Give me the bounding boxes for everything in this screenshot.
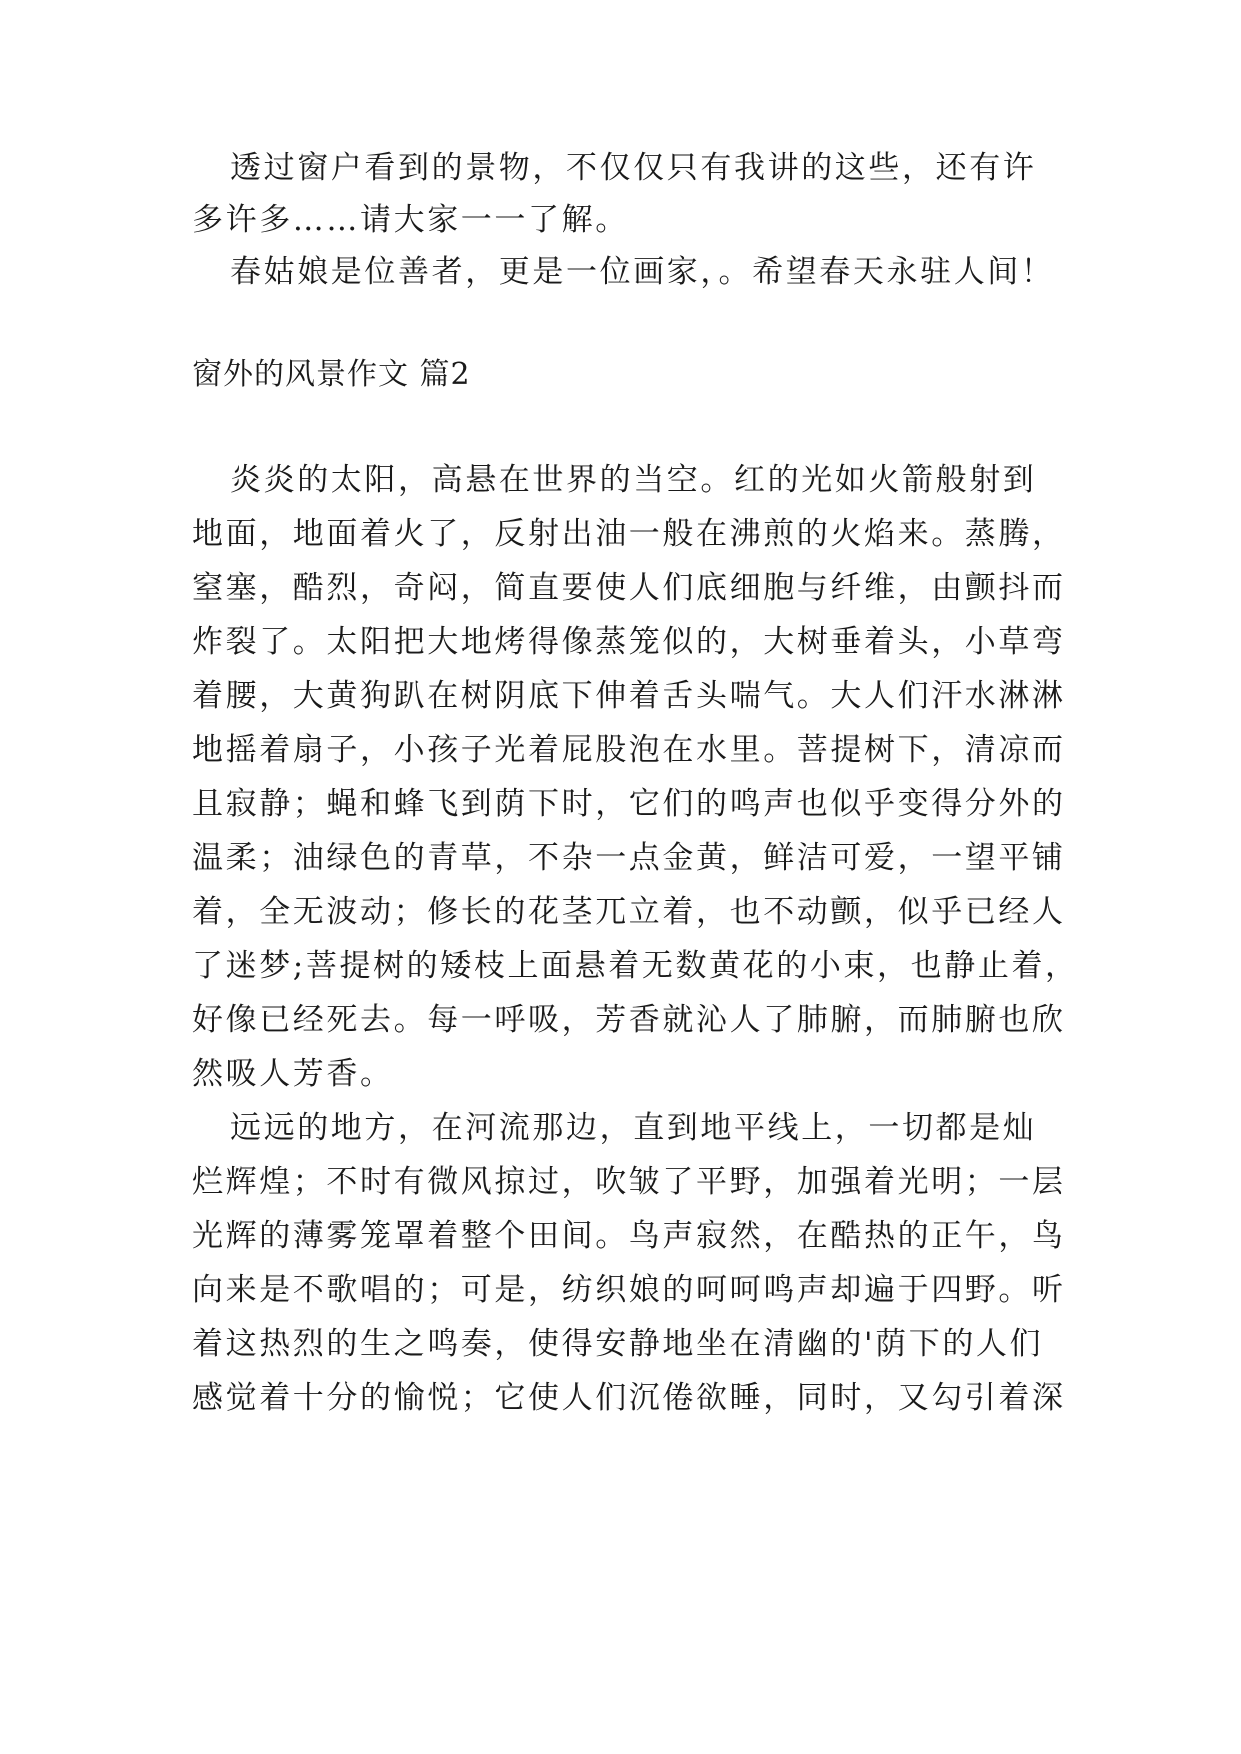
paragraph-4-line-6: 感觉着十分的愉悦；它使人们沉倦欲睡，同时，又勾引着深 [192, 1380, 1066, 1416]
paragraph-3-line-3: 窒塞，酷烈，奇闷，简直要使人们底细胞与纤维，由颤抖而 [192, 570, 1066, 606]
paragraph-3-line-5: 着腰，大黄狗趴在树阴底下伸着舌头喘气。大人们汗水淋淋 [192, 678, 1066, 714]
paragraph-2-line-1: 春姑娘是位善者，更是一位画家，。希望春天永驻人间！ [230, 254, 1055, 290]
section-title: 窗外的风景作文 篇2 [192, 357, 471, 392]
paragraph-4-line-3: 光辉的薄雾笼罩着整个田间。鸟声寂然，在酷热的正午，鸟 [192, 1218, 1066, 1254]
paragraph-3-line-12: 然吸人芳香。 [192, 1056, 394, 1092]
paragraph-3-line-9: 着，全无波动；修长的花茎兀立着，也不动颤，似乎已经人 [192, 894, 1066, 930]
paragraph-4-line-2: 烂辉煌；不时有微风掠过，吹皱了平野，加强着光明；一层 [192, 1164, 1066, 1200]
paragraph-1-line-1: 透过窗户看到的景物，不仅仅只有我讲的这些，还有许 [230, 150, 1037, 186]
paragraph-3-line-6: 地摇着扇子，小孩子光着屁股泡在水里。菩提树下，清凉而 [192, 732, 1066, 768]
paragraph-3-line-1: 炎炎的太阳，高悬在世界的当空。红的光如火箭般射到 [230, 462, 1037, 498]
paragraph-1-line-2: 多许多……请大家一一了解。 [192, 202, 629, 238]
paragraph-3-line-7: 且寂静；蝇和蜂飞到荫下时，它们的鸣声也似乎变得分外的 [192, 786, 1066, 822]
paragraph-4-line-1: 远远的地方，在河流那边，直到地平线上，一切都是灿 [230, 1110, 1037, 1146]
paragraph-4-line-5: 着这热烈的生之鸣奏，使得安静地坐在清幽的'荫下的人们 [192, 1326, 1044, 1362]
paragraph-4-line-4: 向来是不歌唱的；可是，纺织娘的呵呵鸣声却遍于四野。听 [192, 1272, 1066, 1308]
paragraph-3-line-4: 炸裂了。太阳把大地烤得像蒸笼似的，大树垂着头，小草弯 [192, 624, 1066, 660]
paragraph-3-line-2: 地面，地面着火了，反射出油一般在沸煎的火焰来。蒸腾， [192, 516, 1066, 552]
paragraph-3-line-8: 温柔；油绿色的青草，不杂一点金黄，鲜洁可爱，一望平铺 [192, 840, 1066, 876]
paragraph-3-line-11: 好像已经死去。每一呼吸，芳香就沁人了肺腑，而肺腑也欣 [192, 1002, 1066, 1038]
paragraph-3-line-10: 了迷梦;菩提树的矮枝上面悬着无数黄花的小束，也静止着， [192, 948, 1079, 984]
